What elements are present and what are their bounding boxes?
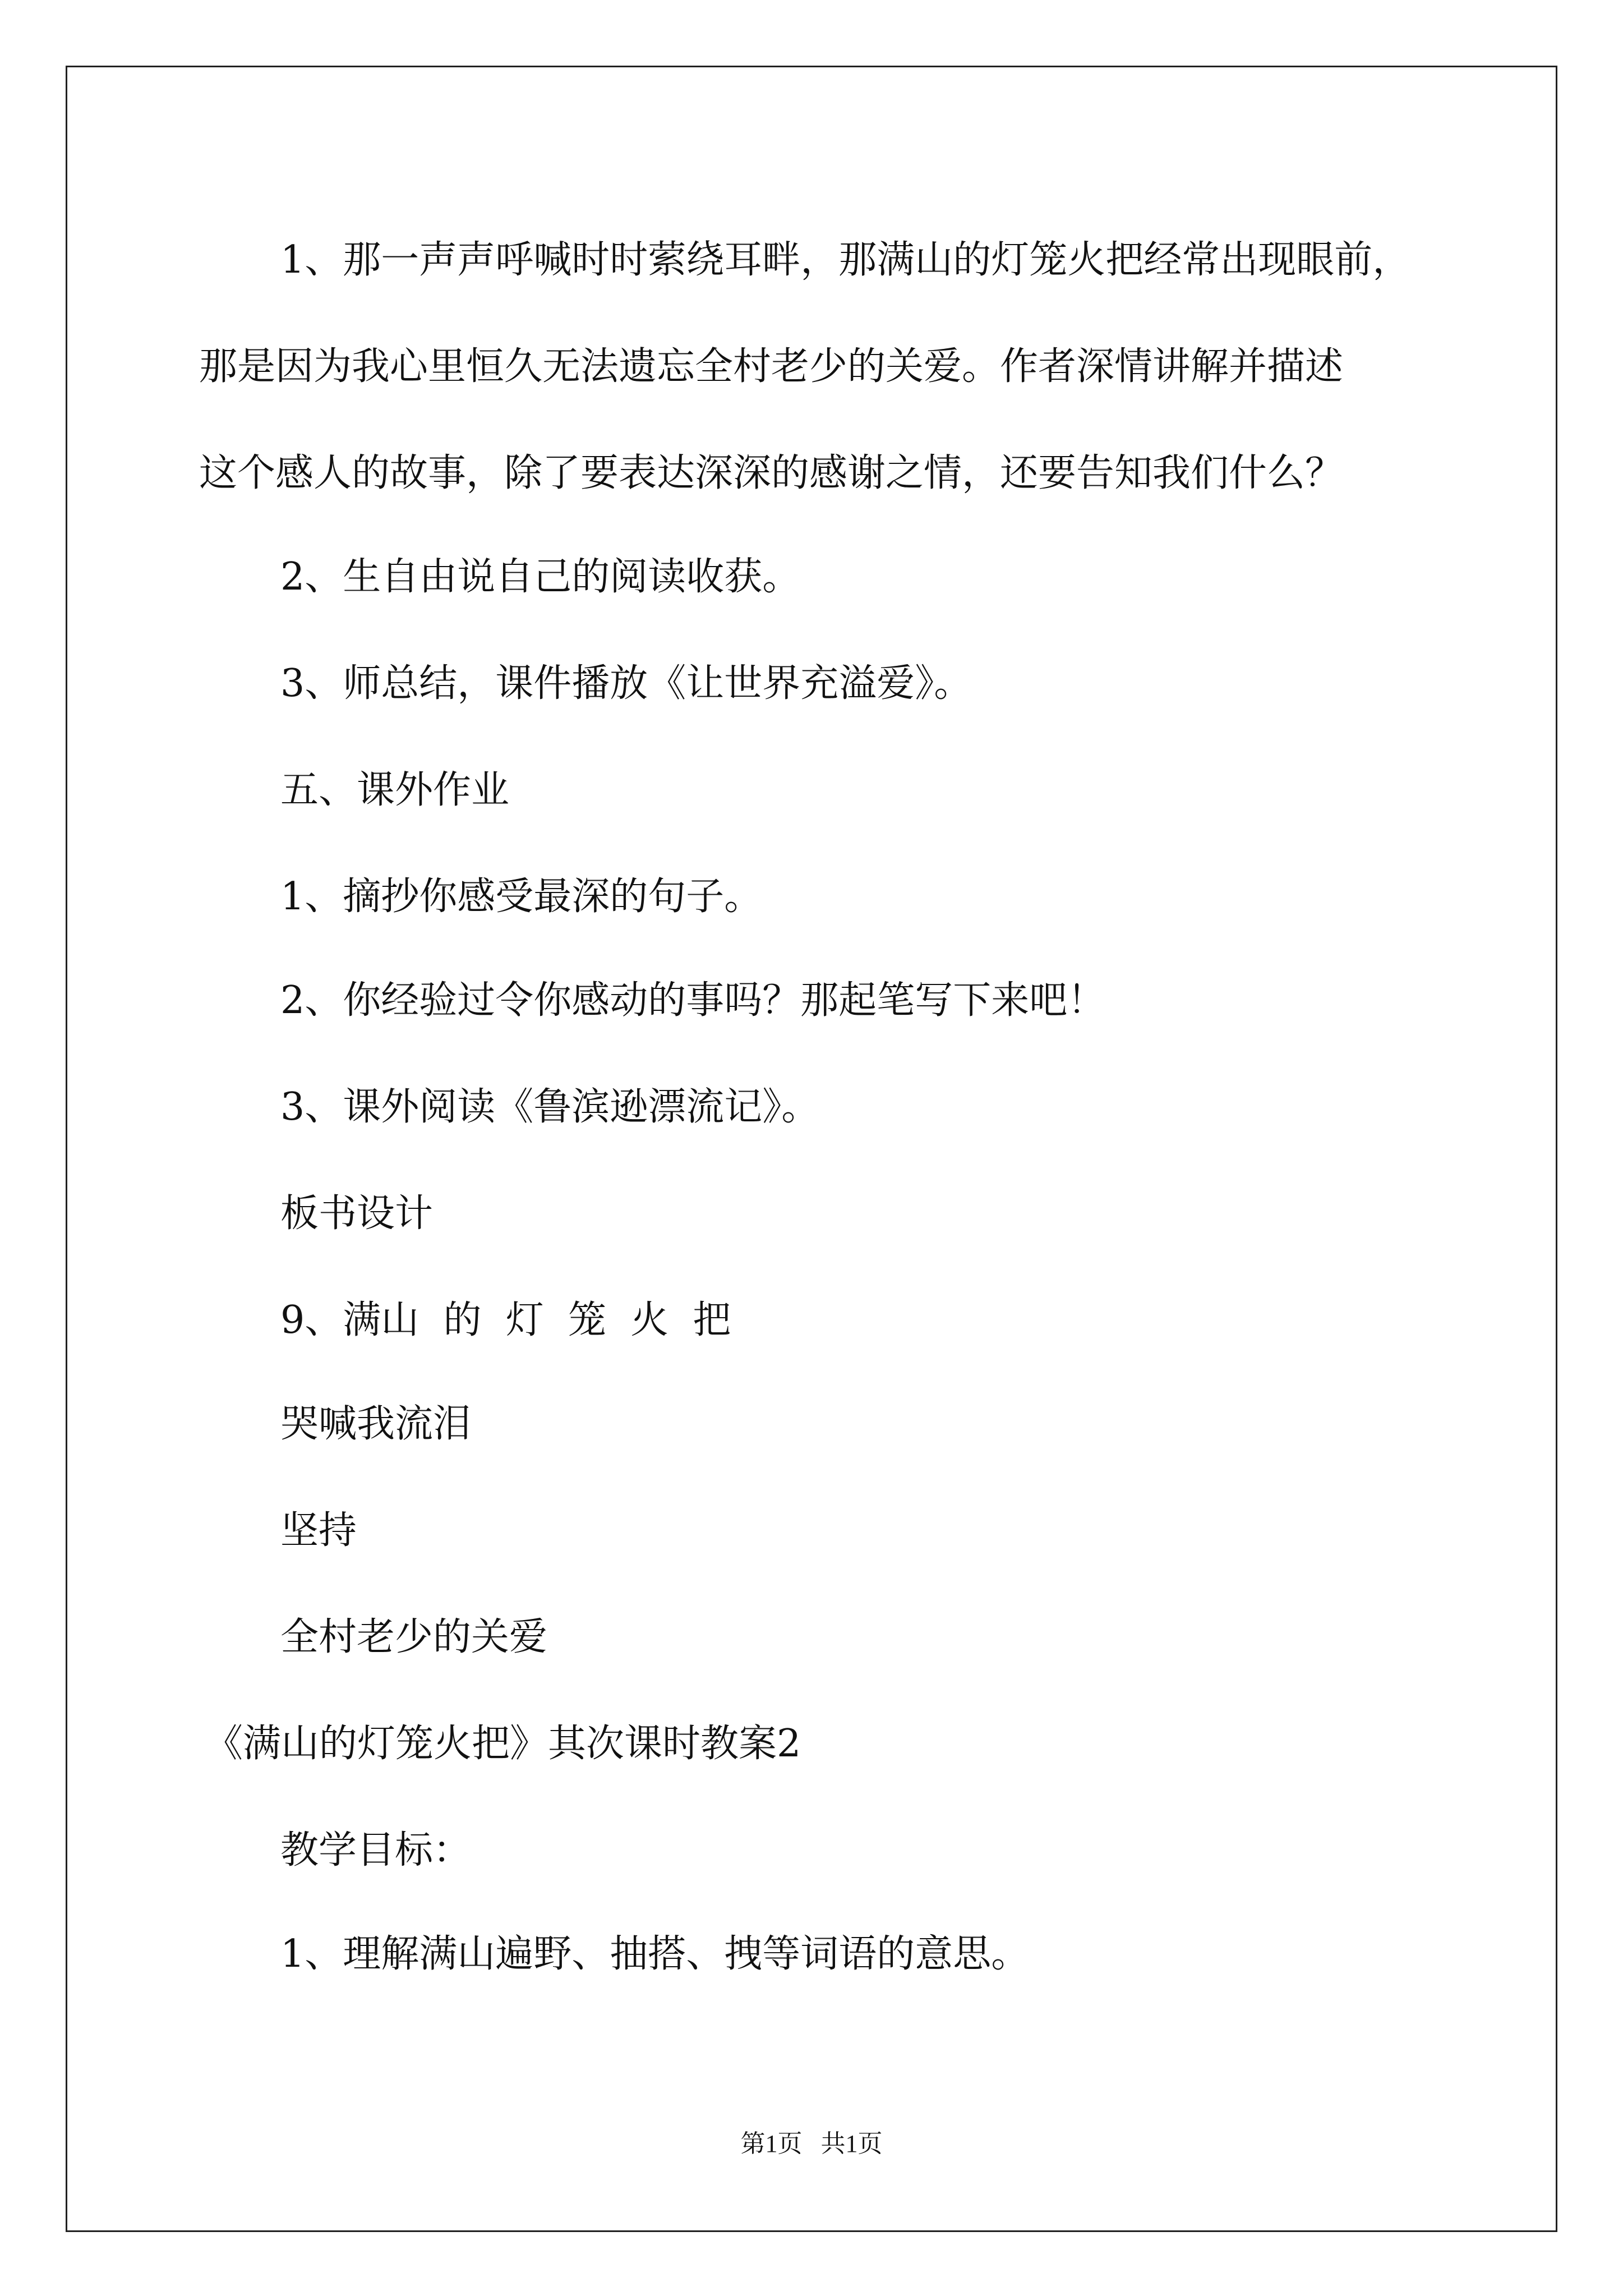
section-heading: 板书设计 — [280, 1191, 434, 1236]
paragraph-line: 这个感人的故事，除了要表达深深的感谢之情，还要告知我们什么？ — [199, 451, 1344, 495]
board-design-item: 全村老少的关爱 — [280, 1615, 548, 1659]
paragraph-line: 那是因为我心里恒久无法遗忘全村老少的关爱。作者深情讲解并描述 — [199, 344, 1344, 389]
paragraph-line: 3、课外阅读《鲁滨逊漂流记》。 — [280, 1085, 820, 1129]
paragraph-line: 1、那一声声呼喊时时萦绕耳畔，那满山的灯笼火把经常出现眼前， — [280, 238, 1411, 282]
paragraph-line: 1、摘抄你感受最深的句子。 — [280, 875, 763, 919]
page-footer: 第1页 共1页 — [740, 2130, 883, 2157]
page-border — [66, 66, 1557, 2232]
paragraph-line: 1、理解满山遍野、抽搭、拽等词语的意思。 — [280, 1932, 1030, 1976]
paragraph-line: 2、生自由说自己的阅读收获。 — [280, 555, 801, 599]
board-design-item: 坚持 — [280, 1508, 357, 1553]
board-design-item: 哭喊我流泪 — [280, 1402, 472, 1446]
lesson-title: 《满山的灯笼火把》其次课时教案2 — [205, 1722, 801, 1766]
board-design-title: 9、满山 的 灯 笼 火 把 — [280, 1298, 731, 1342]
paragraph-line: 3、师总结，课件播放《让世界充溢爱》。 — [280, 661, 972, 706]
paragraph-line: 2、你经验过令你感动的事吗？那起笔写下来吧！ — [280, 978, 1106, 1023]
section-heading: 教学目标： — [280, 1828, 472, 1872]
section-heading: 五、课外作业 — [280, 768, 510, 812]
